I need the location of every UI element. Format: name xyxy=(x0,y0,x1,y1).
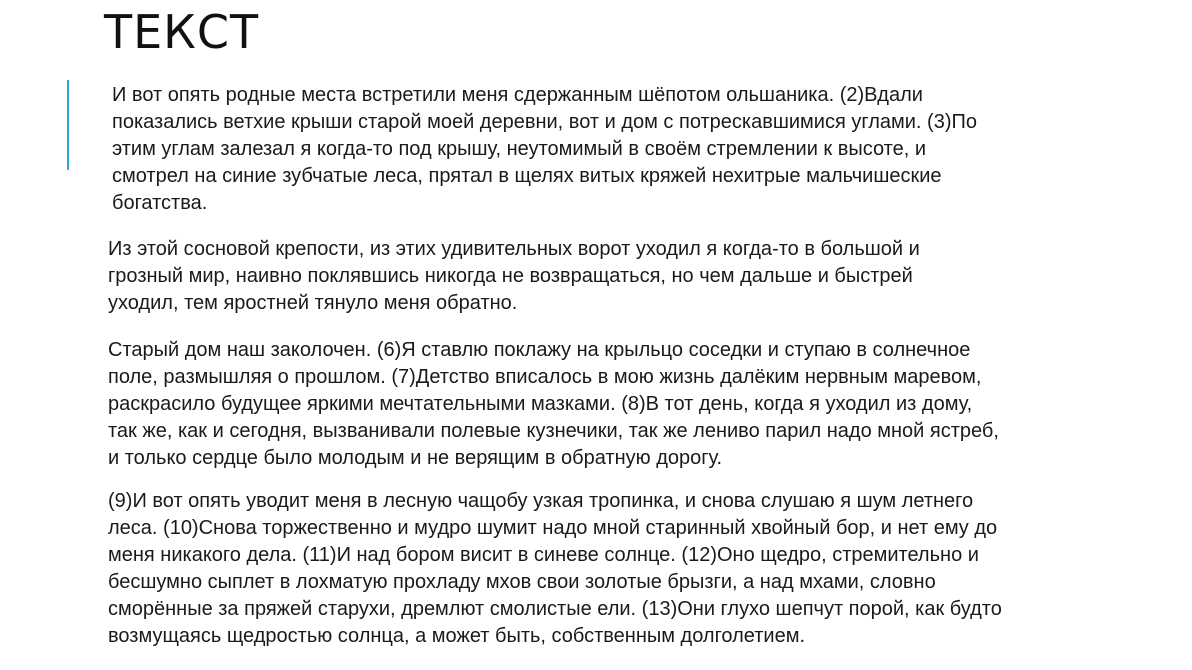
paragraph-line: показались ветхие крыши старой моей деревни, вот и дом с потрескавшимися углами. (3)По xyxy=(112,111,977,133)
paragraph-line: поле, размышляя о прошлом. (7)Детство вписалось в мою жизнь далёким нервным маревом, xyxy=(108,366,982,388)
paragraph-2 xyxy=(108,236,1108,317)
paragraph-line: так же, как и сегодня, вызванивали полевые кузнечики, так же лениво парил надо мной ястреб, xyxy=(108,420,999,442)
accent-bar xyxy=(67,80,69,170)
paragraph-line: и только сердце было молодым и не верящим в обратную дорогу. xyxy=(108,447,723,469)
paragraph-line: грозный мир, наивно поклявшись никогда не возвращаться, но чем дальше и быстрей xyxy=(108,265,913,287)
paragraph-line: уходил, тем яростней тянуло меня обратно. xyxy=(108,292,518,314)
paragraph-1 xyxy=(112,82,1112,217)
paragraph-line: богатства. xyxy=(112,192,208,214)
paragraph-line: сморённые за пряжей старухи, дремлют смолистые ели. (13)Они глухо шепчут порой, как будто xyxy=(108,598,1002,620)
paragraph-line: возмущаясь щедростью солнца, а может быть, собственным долголетием. xyxy=(108,625,806,647)
paragraph-4 xyxy=(108,488,1148,650)
slide-title: ТЕКСТ xyxy=(104,5,260,59)
paragraph-line: смотрел на синие зубчатые леса, прятал в щелях витых кряжей нехитрые мальчишеские xyxy=(112,165,942,187)
paragraph-line: леса. (10)Снова торжественно и мудро шумит надо мной старинный хвойный бор, и нет ему до xyxy=(108,517,998,539)
paragraph-line: Из этой сосновой крепости, из этих удивительных ворот уходил я когда-то в большой и xyxy=(108,238,920,260)
paragraph-line: (9)И вот опять уводит меня в лесную чащобу узкая тропинка, и снова слушаю я шум летнего xyxy=(108,490,974,512)
paragraph-line: Старый дом наш заколочен. (6)Я ставлю поклажу на крыльцо соседки и ступаю в солнечное xyxy=(108,339,971,361)
paragraph-line: раскрасило будущее яркими мечтательными мазками. (8)В тот день, когда я уходил из дому, xyxy=(108,393,973,415)
paragraph-line: бесшумно сыплет в лохматую прохладу мхов свои золотые брызги, а над мхами, словно xyxy=(108,571,936,593)
paragraph-3 xyxy=(108,337,1148,472)
paragraph-line: этим углам залезал я когда-то под крышу, неутомимый в своём стремлении к высоте, и xyxy=(112,138,926,160)
paragraph-line: И вот опять родные места встретили меня сдержанным шёпотом ольшаника. (2)Вдали xyxy=(112,84,923,106)
paragraph-line: меня никакого дела. (11)И над бором висит в синеве солнце. (12)Оно щедро, стремительно и xyxy=(108,544,979,566)
